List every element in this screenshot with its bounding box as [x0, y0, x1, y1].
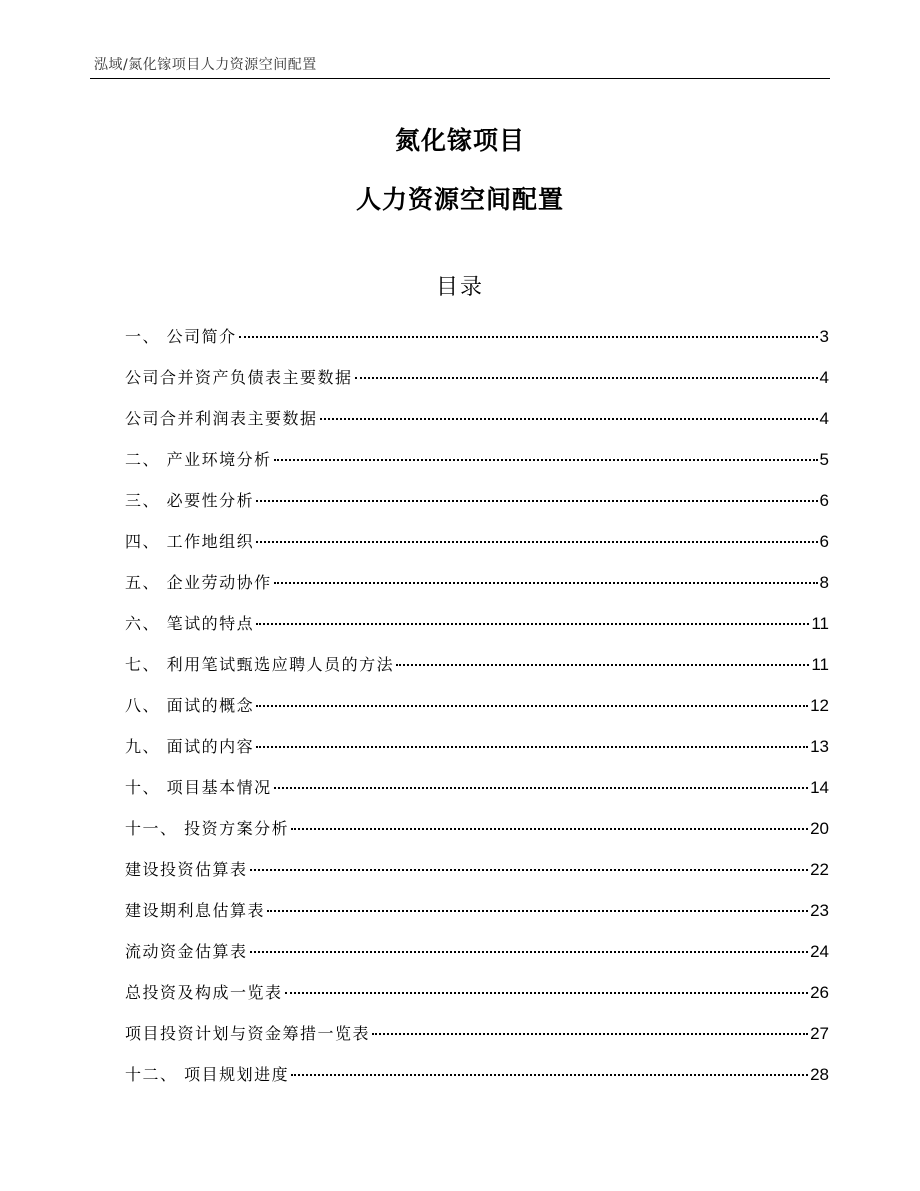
toc-leader-dots [250, 951, 809, 953]
toc-leader-dots [291, 1074, 808, 1076]
toc-entry-page: 3 [819, 327, 829, 346]
toc-heading: 目录 [435, 275, 484, 300]
running-header: 泓域/氮化镓项目人力资源空间配置 [94, 57, 317, 73]
toc-leader-dots [256, 746, 808, 748]
toc-entry-label: 总投资及构成一览表 [125, 983, 283, 1002]
toc-entry-page: 12 [810, 696, 829, 715]
toc-entry[interactable] [125, 858, 829, 899]
toc-entry-page: 14 [810, 778, 829, 797]
toc-leader-dots [291, 828, 808, 830]
toc-leader-dots [355, 377, 818, 379]
toc-entry-page: 27 [810, 1024, 829, 1043]
toc-entry[interactable] [125, 1063, 829, 1104]
toc-leader-dots [396, 664, 809, 666]
toc-entry-label: 二、 产业环境分析 [125, 450, 272, 469]
document-title-line-1: 氮化镓项目 [394, 126, 525, 155]
toc-entry-page: 22 [810, 860, 829, 879]
toc-entry-page: 6 [819, 491, 829, 510]
toc-entry-page: 6 [819, 532, 829, 551]
toc-entry[interactable] [125, 366, 829, 407]
toc-entry[interactable] [125, 940, 829, 981]
toc-entry[interactable] [125, 530, 829, 571]
toc-leader-dots [372, 1033, 808, 1035]
toc-entry[interactable] [125, 489, 829, 530]
toc-entry-label: 项目投资计划与资金筹措一览表 [125, 1024, 371, 1043]
toc-leader-dots [267, 910, 808, 912]
toc-entry[interactable] [125, 981, 829, 1022]
toc-entry-page: 26 [810, 983, 829, 1002]
toc-leader-dots [256, 623, 809, 625]
toc-entry-label: 五、 企业劳动协作 [125, 573, 272, 592]
toc-entry-label: 一、 公司简介 [125, 327, 237, 346]
toc-entry-page: 8 [819, 573, 829, 592]
toc-entry-page: 11 [811, 655, 829, 674]
toc-leader-dots [285, 992, 809, 994]
toc-entry-label: 三、 必要性分析 [125, 491, 255, 510]
toc-entry[interactable] [125, 407, 829, 448]
toc-entry-page: 24 [810, 942, 829, 961]
toc-entry-label: 十、 项目基本情况 [125, 778, 272, 797]
toc-entry-page: 20 [810, 819, 829, 838]
table-of-contents [125, 325, 829, 1104]
toc-leader-dots [274, 787, 808, 789]
toc-entry-label: 流动资金估算表 [125, 942, 248, 961]
toc-entry[interactable] [125, 653, 829, 694]
toc-entry[interactable] [125, 899, 829, 940]
toc-leader-dots [256, 705, 808, 707]
toc-leader-dots [320, 418, 818, 420]
toc-entry-page: 5 [819, 450, 829, 469]
toc-leader-dots [256, 541, 817, 543]
toc-entry-page: 4 [819, 368, 829, 387]
toc-entry[interactable] [125, 571, 829, 612]
toc-leader-dots [256, 500, 817, 502]
document-title-line-2: 人力资源空间配置 [355, 185, 564, 214]
toc-entry-label: 六、 笔试的特点 [125, 614, 255, 633]
toc-entry-page: 11 [811, 614, 829, 633]
toc-entry[interactable] [125, 448, 829, 489]
toc-entry-label: 十二、 项目规划进度 [125, 1065, 290, 1084]
toc-leader-dots [274, 582, 818, 584]
toc-entry[interactable] [125, 694, 829, 735]
toc-entry-label: 四、 工作地组织 [125, 532, 255, 551]
toc-entry-label: 八、 面试的概念 [125, 696, 255, 715]
toc-entry-label: 公司合并资产负债表主要数据 [125, 368, 353, 387]
toc-entry[interactable] [125, 817, 829, 858]
toc-entry-label: 十一、 投资方案分析 [125, 819, 290, 838]
toc-entry-page: 23 [810, 901, 829, 920]
toc-leader-dots [274, 459, 818, 461]
toc-entry[interactable] [125, 776, 829, 817]
toc-entry-label: 建设投资估算表 [125, 860, 248, 879]
toc-entry-label: 公司合并利润表主要数据 [125, 409, 318, 428]
toc-entry[interactable] [125, 1022, 829, 1063]
toc-entry-page: 4 [819, 409, 829, 428]
toc-leader-dots [239, 336, 818, 338]
toc-entry[interactable] [125, 612, 829, 653]
toc-entry-label: 建设期利息估算表 [125, 901, 266, 920]
toc-entry-page: 28 [810, 1065, 829, 1084]
toc-leader-dots [250, 869, 809, 871]
toc-entry-page: 13 [810, 737, 829, 756]
toc-entry[interactable] [125, 735, 829, 776]
toc-entry-label: 九、 面试的内容 [125, 737, 255, 756]
toc-entry-label: 七、 利用笔试甄选应聘人员的方法 [125, 655, 395, 674]
header-divider [90, 78, 830, 79]
toc-entry[interactable] [125, 325, 829, 366]
